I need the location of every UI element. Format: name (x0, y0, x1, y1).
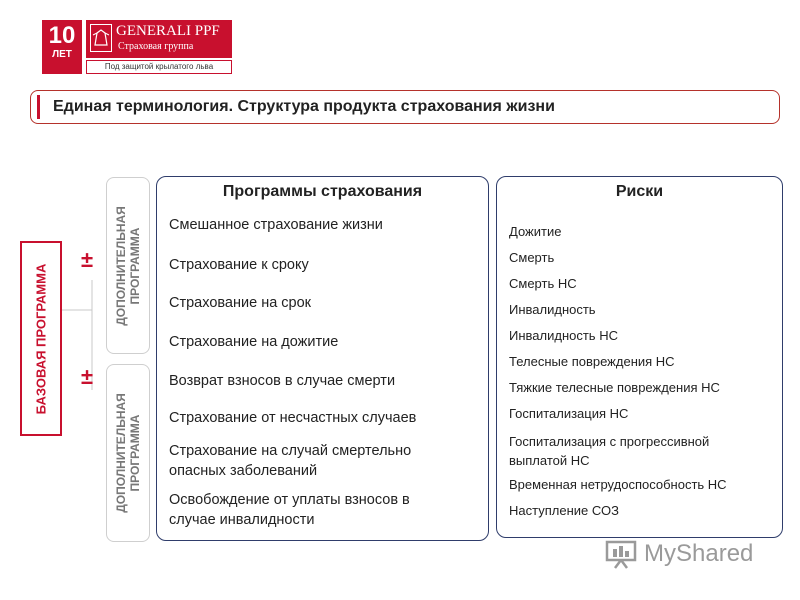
program-item (169, 490, 410, 530)
additional-program-label-top (114, 206, 142, 326)
program-item-line: Освобождение от уплаты взносов в (169, 492, 410, 508)
program-item (169, 441, 411, 481)
risk-item (509, 274, 577, 293)
program-item-line: Страхование к сроку (169, 257, 309, 273)
program-item (169, 293, 311, 313)
program-item-line: Возврат взносов в случае смерти (169, 373, 396, 389)
badge-word: ЛЕТ (52, 49, 72, 60)
brand-subtitle: Страховая группа (118, 41, 194, 52)
risks-panel (496, 176, 783, 538)
risk-item (509, 222, 561, 241)
connector-top (62, 280, 92, 310)
base-program-label: БАЗОВАЯ ПРОГРАММА (33, 263, 49, 414)
plus-minus-sign-top: ± (80, 247, 94, 272)
risk-item-line: Смерть (509, 250, 555, 265)
title-accent (37, 95, 40, 119)
additional-label-line: ПРОГРАММА (128, 414, 142, 492)
anniversary-badge (42, 20, 82, 74)
presentation-board-icon (604, 539, 638, 569)
badge-number: 10 (48, 22, 76, 49)
risk-item (509, 352, 675, 371)
programs-heading: Программы страхования (222, 183, 423, 200)
risk-item (509, 326, 618, 345)
risk-item (509, 501, 619, 520)
plus-minus-sign-bottom: ± (80, 364, 94, 389)
risk-item-line: Госпитализация НС (509, 406, 629, 421)
watermark (604, 536, 753, 572)
program-item (169, 408, 416, 428)
brand-block (86, 20, 232, 58)
program-item (169, 215, 383, 235)
additional-program-box-bottom (106, 364, 150, 542)
brand-tagline: Под защитой крылатого льва (86, 60, 232, 74)
brand-name: GENERALI PPF (116, 23, 220, 39)
risk-item-line: Инвалидность НС (509, 328, 618, 343)
program-item-line: Страхование на дожитие (169, 334, 339, 350)
risk-item (509, 475, 727, 494)
base-program-box (20, 241, 62, 436)
additional-label-line: ПРОГРАММА (128, 227, 142, 304)
program-item (169, 255, 309, 275)
program-item-line: Страхование на срок (169, 295, 312, 311)
risk-item-line: Тяжкие телесные повреждения НС (509, 380, 720, 395)
additional-program-label-bottom (114, 393, 142, 513)
risk-item-line: Дожитие (509, 224, 562, 239)
risk-item (509, 248, 554, 267)
risks-heading: Риски (615, 183, 664, 200)
risk-item-line: выплатой НС (509, 453, 590, 468)
program-item-line: Страхование на случай смертельно (169, 443, 412, 459)
additional-label-line: ДОПОЛНИТЕЛЬНАЯ (114, 205, 128, 326)
risk-item (509, 404, 628, 423)
program-item (169, 371, 395, 391)
additional-program-box-top (106, 177, 150, 354)
program-item-line: Страхование от несчастных случаев (169, 410, 417, 426)
program-item-line: Смешанное страхование жизни (169, 217, 383, 233)
program-item-line: опасных заболеваний (169, 463, 318, 479)
risk-item-line: Наступление СОЗ (509, 503, 619, 518)
winged-lion-icon (90, 24, 112, 52)
risk-item-line: Госпитализация с прогрессивной (509, 434, 710, 449)
programs-panel (156, 176, 489, 541)
generali-logo (42, 20, 232, 76)
risk-item-line: Инвалидность (509, 302, 596, 317)
risk-item-line: Телесные повреждения НС (509, 354, 675, 369)
risk-item (509, 300, 596, 319)
title-bar (30, 90, 780, 124)
risk-item (509, 432, 709, 470)
risk-item (509, 378, 720, 397)
program-item-line: случае инвалидности (169, 512, 315, 528)
watermark-text: MyShared (644, 540, 754, 567)
risk-item-line: Временная нетрудоспособность НС (509, 477, 727, 492)
page-title: Единая терминология. Структура продукта страхования жизни (53, 98, 555, 115)
additional-label-line: ДОПОЛНИТЕЛЬНАЯ (114, 393, 128, 513)
risk-item-line: Смерть НС (509, 276, 577, 291)
program-item (169, 332, 338, 352)
